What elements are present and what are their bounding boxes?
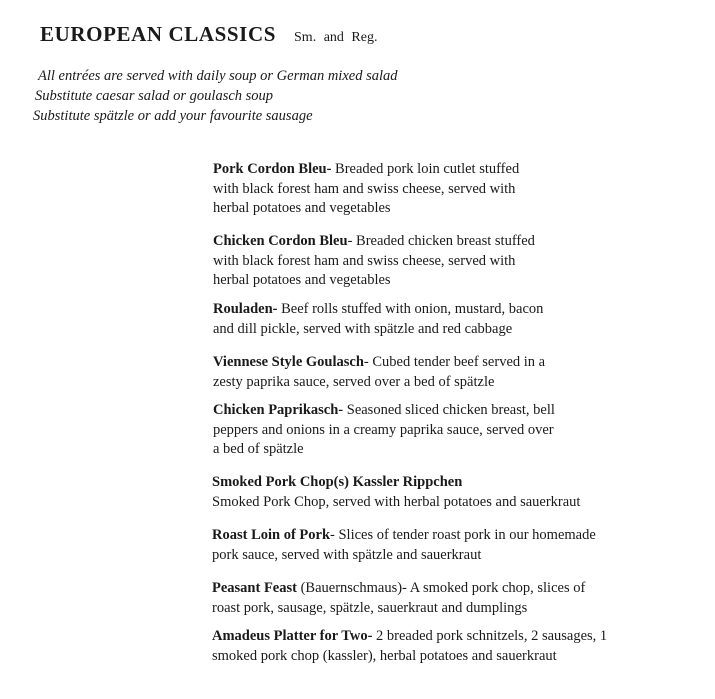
item-name: Chicken Paprikasch-	[213, 402, 344, 418]
note-entrees: All entrées are served with daily soup or German mixed salad	[38, 68, 398, 84]
item-description: - Cubed tender beef served in a zesty paprika sauce, served over a bed of spätzle	[213, 354, 546, 390]
menu-item	[213, 353, 563, 392]
menu-item	[213, 232, 548, 291]
menu-notes	[33, 66, 398, 126]
item-name: Smoked Pork Chop(s) Kassler Rippchen	[212, 474, 463, 490]
note-substitute-salad: Substitute caesar salad or goulasch soup	[35, 88, 274, 104]
menu-item	[212, 526, 612, 565]
item-name: Roast Loin of Pork	[212, 527, 331, 543]
portion-sizes: Sm. and Reg.	[294, 30, 378, 45]
menu-header	[40, 22, 377, 47]
menu-item	[212, 473, 612, 512]
item-name: Rouladen-	[213, 301, 278, 317]
item-description: 2 breaded pork schnitzels, 2 sausages, 1 smoked pork chop (kassler), herbal potatoes and sauerkraut	[212, 628, 608, 664]
menu-item	[212, 627, 632, 666]
menu-item	[213, 300, 558, 339]
item-name: Pork Cordon Bleu-	[213, 161, 332, 177]
section-title: EUROPEAN CLASSICS	[40, 22, 277, 46]
menu-item	[213, 401, 558, 460]
menu-item	[212, 579, 587, 618]
item-description: Seasoned sliced chicken breast, bell peppers and onions in a creamy paprika sauce, served over a bed of spätzle	[213, 402, 555, 457]
item-description: Beef rolls stuffed with onion, mustard, bacon and dill pickle, served with spätzle and red cabbage	[213, 301, 544, 337]
item-name: Amadeus Platter for Two-	[212, 628, 373, 644]
item-description: Smoked Pork Chop, served with herbal potatoes and sauerkraut	[212, 493, 581, 510]
item-description: - Slices of tender roast pork in our homemade pork sauce, served with spätzle and sauerkraut	[212, 527, 596, 563]
note-substitute-spaetzle: Substitute spätzle or add your favourite sausage	[33, 108, 313, 124]
item-description: (Bauernschmaus)- A smoked pork chop, slices of roast pork, sausage, spätzle, sauerkraut and dumplings	[212, 580, 586, 616]
item-name: Chicken Cordon Bleu	[213, 233, 348, 249]
item-name: Peasant Feast	[212, 580, 297, 596]
item-name: Viennese Style Goulasch	[213, 354, 364, 370]
item-description: - Breaded chicken breast stuffed with black forest ham and swiss cheese, served with herbal potatoes and vegetables	[213, 233, 535, 288]
item-description: Breaded pork loin cutlet stuffed with black forest ham and swiss cheese, served with herbal potatoes and vegetables	[213, 161, 520, 216]
menu-item	[213, 160, 543, 219]
